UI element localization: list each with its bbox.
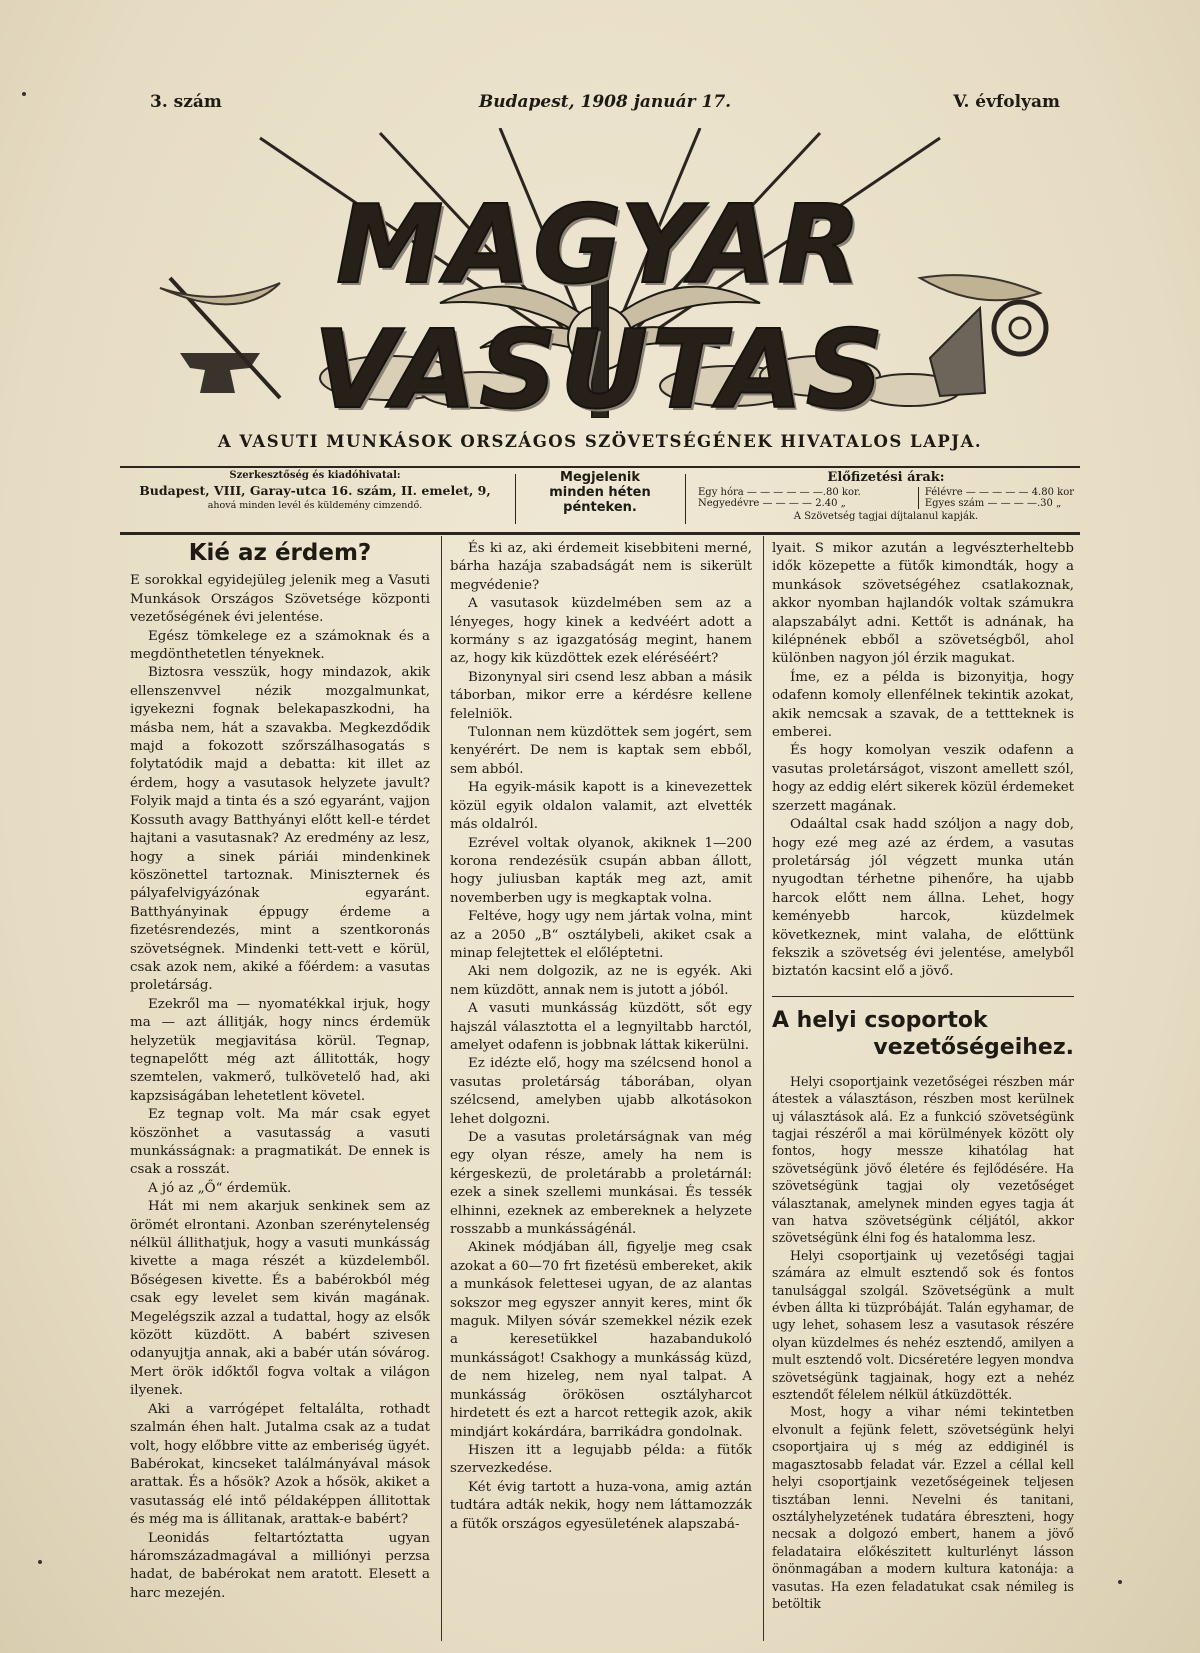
column-divider xyxy=(441,536,442,1641)
paragraph: Ezekről ma — nyomatékkal irjuk, hogy ma — azt állitják, hogy nincs érdemük helyzetük megjavitása körül. Tegnap, tegnapelőtt még azt állitották, hogy szemtelen, vakmerő, tulkövetelő had, aki kapzsiságában lehetetlent követel. xyxy=(130,996,430,1104)
price-month: Egy hóra — — — — — —.80 kor. xyxy=(698,487,861,498)
article-2-title xyxy=(772,1007,1074,1061)
paragraph: Két évig tartott a huza-vona, amig aztán tudtára adták nekik, hogy nem láttamozzák a fütők országos egyesületének alapszabá- xyxy=(450,1479,752,1532)
editorial-info xyxy=(120,470,510,528)
info-bar xyxy=(120,470,1080,528)
paragraph: De a vasutas proletárságnak van még egy olyan része, amely ha nem is kérgeskezü, de proletárabb a proletárnál: ezek a sinek szellemi munkásai. És tessék elhinni, ezeknek az embereknek a helyzete rosszabb a munkásságénál. xyxy=(450,1130,752,1238)
paragraph: Helyi csoportjaink uj vezetőségi tagjai számára az elmult esztendő sok és fontos tanulsággal szolgál. Szövetségünk a mult évben állta ki tüzpróbáját. Talán egyhamar, de ugy lehet, sohasem lesz a vasutasok részére olyan küzdelmes és nehéz esztendő, amilyen a mult esztendő volt. Dicséretére legyen mondva szövetségünk tagjainak, hogy ezt a nehéz esztendőt félelem nélkül átküzdötték. xyxy=(772,1247,1074,1403)
top-rule xyxy=(120,466,1080,468)
paragraph: Ez tegnap volt. Ma már csak egyet köszönhet a vasutasság a vasuti munkásságnak: a pragmatikát. De ennek is csak a rosszát. xyxy=(130,1107,430,1178)
paragraph: Ezrével voltak olyanok, akiknek 1—200 korona rendezésük csupán abban állott, hogy juliusban kapták meg azt, amit novemberben ugy is megkaptak volna. xyxy=(450,835,752,906)
prices-title: Előfizetési árak: xyxy=(827,470,945,485)
paragraph: Akinek módjában áll, figyelje meg csak azokat a 60—70 frt fizetésü embereket, akik a munkások felettesei ugyan, de az alantas sokszor meg egyszer annyit keres, mint ők maguk. Milyen sóvár szemekkel nézik ezek a keresetükkel hazabandukoló munkásságot! Csakhogy a munkásság küzd, de nem hizeleg, nem nyal talpat. A munkásság örökösen osztályharcot hirdetett és ezt a harcot rettegik azok, akik mindjárt kokárdára, barrikádra gondolnak. xyxy=(450,1240,752,1440)
paragraph: Hát mi nem akarjuk senkinek sem az örömét elrontani. Azonban szerénytelenség nélkül állithatjuk, hogy a vasuti munkásság kivette a maga részét a küzdelemből. Bőségesen kivette. És a babérokból még csak egy levelet sem kiván magának. Megelégszik azzal a tudattal, hogy az elsők között küzdött. A babért szivesen odanyujtja annak, aki a babér után sóvárog. Mert örök időktől fogva voltak a világon ilyenek. xyxy=(130,1199,430,1399)
paragraph: A vasuti munkásság küzdött, sőt egy hajszál választotta el a legnyiltabb harctól, amelyet odafenn is jobbnak láttak kikerülni. xyxy=(450,1001,752,1053)
paragraph: Feltéve, hogy ugy nem jártak volna, mint az a 2050 „B“ osztálybeli, akiket csak a minap felejtettek el előléptetni. xyxy=(450,909,752,961)
column-1 xyxy=(130,540,430,1603)
paragraph: Most, hogy a vihar némi tekintetben elvonult a fejünk felett, szövetségünk helyi csoportjaira uj s még az eddiginél is magasztosabb feladat vár. Ezzel a céllal kell helyi csoportjaink vezetőségeinek teljesen tisztában lenni. Nevelni és tanitani, osztályhelyzetének tudatára ébreszteni, hogy necsak a dolgozó embert, hanem a jövő feladataira előkészitett kulturlényt lásson önönmagában a modern kultura katonája: a vasutas. Ha ezen feladatukat csak némileg is betöltik xyxy=(772,1404,1074,1611)
editorial-label: Szerkesztőség és kiadóhivatal: xyxy=(229,470,401,481)
editorial-note: ahová minden levél és küldemény cimzendő. xyxy=(207,500,423,511)
subtitle: A VASUTI MUNKÁSOK ORSZÁGOS SZÖVETSÉGÉNEK HIVATALOS LAPJA. xyxy=(217,432,983,451)
column-divider xyxy=(763,536,764,1641)
paragraph: A vasutasok küzdelmében sem az a lényeges, hogy kinek a kedvéért adott a kormány s az igazgatóság megint, hanem az, hogy kik küzdöttek ezek eléréséért? xyxy=(450,596,752,667)
section-rule xyxy=(772,996,1074,997)
publish-line-3: pénteken. xyxy=(563,500,637,515)
paragraph: Ha egyik-másik kapott is a kinevezettek közül egyik oldalon valamit, azt elvették más oldalról. xyxy=(450,780,752,833)
paragraph: Leonidás feltartóztatta ugyan háromszázadmagával a milliónyi perzsa hadat, de babérokat nem aratott. Elesett a harc mezején. xyxy=(130,1530,430,1601)
paragraph: Odaáltal csak hadd szóljon a nagy dob, hogy ezé meg azé az érdem, a vasutas proletárság jól végzett munka után nyugodtan térhetne pihenőre, ha ujabb harcok előtt nem állna. Lehet, hogy keményebb harcok, küzdelmek következnek, mint valaha, de előttünk fekszik a szövetség évi jelentése, amelyből biztatón kacsint elő a jövő. xyxy=(772,817,1074,980)
paragraph: Bizonynyal siri csend lesz abban a másik táborban, mikor erre a kérdésre kellene felelniök. xyxy=(450,669,752,722)
info-divider xyxy=(685,474,686,524)
issue-number: 3. szám xyxy=(150,92,222,112)
paragraph: Ez idézte elő, hogy ma szélcsend honol a vasutas proletárság táborában, olyan szélcsend, amelyben ujabb alkotásokon lehet dolgozni. xyxy=(450,1056,752,1127)
paragraph: Aki a varrógépet feltalálta, rothadt szalmán éhen halt. Jutalma csak az a tudat volt, hogy előbbre vitte az emberiség ügyét. Babérokat, kincseket találmányával mások arattak. És a hősök? Azok a hősök, akiket a vasutasság elé intő példaképpen állitottak és még ma is állitanak, arattak-e babért? xyxy=(130,1401,430,1528)
paragraph: Hiszen itt a legujabb példa: a fütők szervezkedése. xyxy=(450,1442,752,1477)
price-single: Egyes szám — — — —.30 „ xyxy=(924,498,1062,509)
paragraph: Egész tömkelege ez a számoknak és a megdönthetetlen tényeknek. xyxy=(130,628,430,663)
article-1-title: Kié az érdem? xyxy=(188,540,372,566)
paragraph: Helyi csoportjaink vezetőségei részben már átestek a választáson, részben most kerülnek uj választások alá. Ez a funkció szövetségünk tagjai részéről a mai körülmények között oly fontos, hogy messze kihatólag hat szövetségünk jövő életére és fejlődésére. Ha szövetségünk tagjai oly vezetőséget választanak, amelynek minden egyes tagja át van hatva szövetségünk céljától, akkor szövetségünk élni fog és hatalomma lesz. xyxy=(772,1073,1074,1246)
publish-line-1: Megjelenik xyxy=(560,470,640,485)
paragraph: Aki nem dolgozik, az ne is egyék. Aki nem küzdött, annak nem is jutott a jóból. xyxy=(450,964,752,998)
article-2-title-line-2: vezetőségeihez. xyxy=(873,1034,1074,1060)
article-2-body xyxy=(772,1073,1074,1613)
issue-date: Budapest, 1908 január 17. xyxy=(478,92,732,112)
price-quarter: Negyedévre — — — — 2.40 „ xyxy=(698,498,846,509)
publish-info xyxy=(520,470,680,528)
prices-note: A Szövetség tagjai díjtalanul kapják. xyxy=(793,511,979,522)
editorial-address: Budapest, VIII, Garay-utca 16. szám, II. emelet, 9, xyxy=(139,483,491,498)
info-bottom-rule xyxy=(120,532,1080,535)
paragraph: E sorokkal egyidejüleg jelenik meg a Vasuti Munkások Országos Szövetsége központi vezetőségének évi jelentése. xyxy=(130,573,430,626)
masthead xyxy=(140,128,1060,433)
subscription-prices xyxy=(692,470,1080,528)
paper-speck xyxy=(22,92,26,96)
paragraph: És hogy komolyan veszik odafenn a vasutas proletárságot, viszont amellett szól, hogy az eddig elért sikerek közül érdemeket szerzett magának. xyxy=(772,743,1074,814)
masthead-title: MAGYAR VASUTAS xyxy=(313,183,887,433)
column-2 xyxy=(450,540,752,1534)
paragraph: És ki az, aki érdemeit kisebbiteni merné, bárha hazája szabadságát nem is sikerült megvédenie? xyxy=(450,541,752,593)
publish-line-2: minden héten xyxy=(549,485,651,500)
price-half: Félévre — — — — — 4.80 kor xyxy=(924,487,1074,498)
paragraph: Tulonnan nem küzdöttek sem jogért, sem kenyérért. De nem is kaptak sem ebből, sem abból. xyxy=(450,725,752,777)
info-divider xyxy=(515,474,516,524)
volume-number: V. évfolyam xyxy=(953,92,1060,112)
paragraph: lyait. S mikor azután a legvészterheltebb idők közepette a fütők kimondták, hogy a munkások szövetségéhez csatlakoznak, akkor nyomban hajlandók voltak számukra alapszabályt adni. Kettőt is adnának, ha kilépnének ebből a szövetségből, ahol különben nagyon jól érzik magukat. xyxy=(772,541,1074,667)
header-line xyxy=(150,92,1060,122)
article-2-title-line-1: A helyi csoportok xyxy=(772,1007,988,1033)
paragraph: A jó az „Ő“ érdemük. xyxy=(148,1180,292,1196)
paper-speck xyxy=(1118,1580,1122,1584)
paragraph: Biztosra vesszük, hogy mindazok, akik ellenszenvvel nézik mozgalmunkat, igyekezni fognak belekapaszkodni, ha másba nem, hát a szavakba. Megkezdődik majd a fokozott szőrszálhasogatás s folytatódik majd a debatta: kit illet az érdem, hogy a vasutasok helyzete javult? Folyik majd a tinta és a szó egyaránt, vajjon Kossuth avagy Batthyányi előtt kell-e térdet hajtani a vasutasnak? Az eredmény az lesz, hogy a sinek páriái mindenkinek köszönettel tartoznak. Miniszternek és pályafelvigyázónak egyaránt. Batthyányinak éppugy érdeme a fizetésrendezés, mint a szentkoronás szövetségnek. Mindenki tett-vett e körül, csak azok nem, akiké a főérdem: a vasutas proletárság. xyxy=(130,665,430,994)
paragraph: Íme, ez a példa is bizonyitja, hogy odafenn komoly ellenfélnek tekintik azokat, akik nemcsak a szavak, de a tettteknek is emberei. xyxy=(772,669,1074,741)
paper-speck xyxy=(38,1560,42,1564)
column-3 xyxy=(772,540,1074,1612)
